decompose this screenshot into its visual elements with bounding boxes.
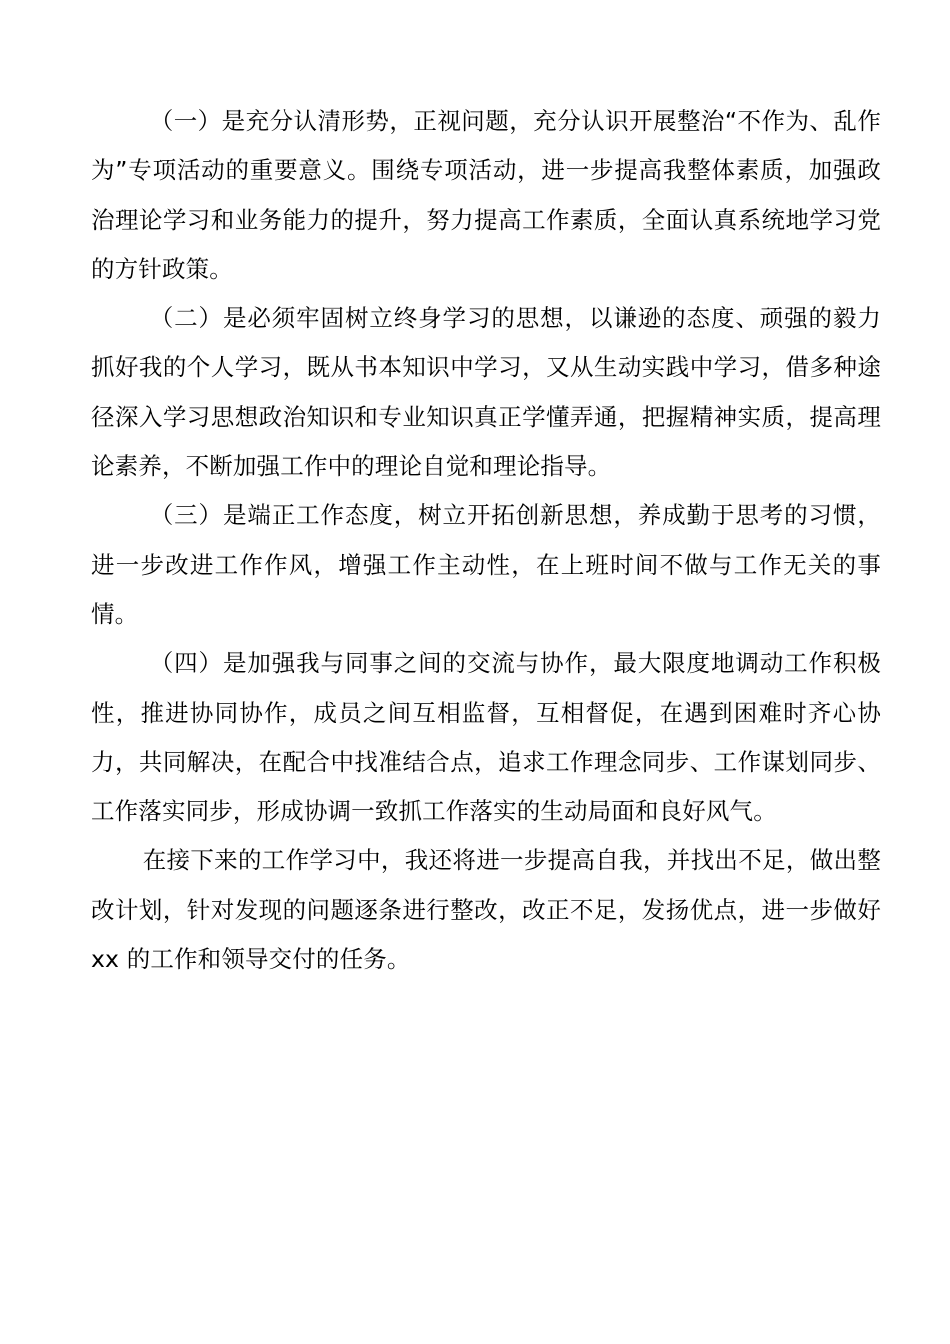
document-body bbox=[91, 97, 881, 984]
paragraph-5: 在接下来的工作学习中，我还将进一步提高自我，并找出不足，做出整改计划，针对发现的问题逐条进行整改，改正不足，发扬优点，进一步做好 xx 的工作和领导交付的任务。 bbox=[91, 846, 881, 974]
paragraph-4: （四）是加强我与同事之间的交流与协作，最大限度地调动工作积极性，推进协同协作，成员之间互相监督，互相督促，在遇到困难时齐心协力，共同解决，在配合中找准结合点，追求工作理念同步、工作谋划同步、工作落实同步，形成协调一致抓工作落实的生动局面和良好风气。 bbox=[91, 649, 881, 826]
paragraph-2: （二）是必须牢固树立终身学习的思想，以谦逊的态度、顽强的毅力抓好我的个人学习，既从书本知识中学习，又从生动实践中学习，借多种途径深入学习思想政治知识和专业知识真正学懂弄通，把握精神实质，提高理论素养，不断加强工作中的理论自觉和理论指导。 bbox=[91, 304, 881, 481]
paragraph-3: （三）是端正工作态度，树立开拓创新思想，养成勤于思考的习惯，进一步改进工作作风，增强工作主动性，在上班时间不做与工作无关的事情。 bbox=[91, 501, 881, 628]
paragraph-1: （一）是充分认清形势，正视问题，充分认识开展整治“不作为、乱作为”专项活动的重要意义。围绕专项活动，进一步提高我整体素质，加强政治理论学习和业务能力的提升，努力提高工作素质，全面认真系统地学习党的方针政策。 bbox=[91, 107, 881, 283]
